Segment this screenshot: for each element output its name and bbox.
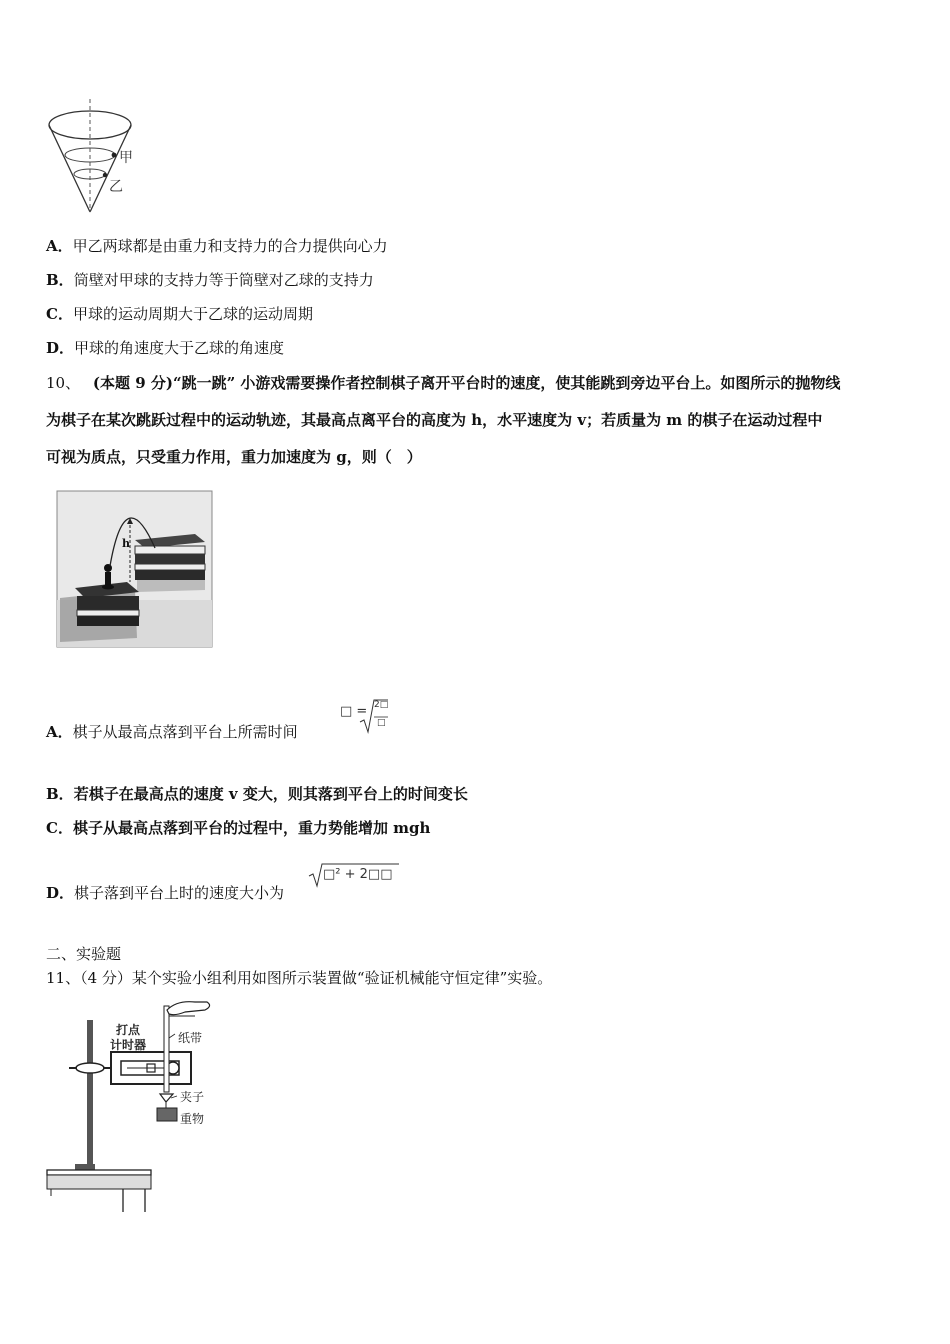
hand-icon: [167, 1002, 210, 1015]
jump-figure-label-h: h: [122, 537, 130, 550]
q9-option-b-letter: B．: [46, 271, 74, 289]
q10-option-d: [46, 883, 284, 903]
cone-label-jia: 甲: [119, 150, 133, 166]
ball-yi: [103, 173, 107, 177]
formula-d-body: □² + 2□□: [323, 867, 393, 882]
q10-option-a: [46, 722, 298, 742]
label-paper-tape: 纸带: [178, 1031, 203, 1045]
q10-option-a-letter: A．: [46, 723, 73, 741]
q9-option-d: [46, 338, 284, 358]
label-clip: 夹子: [180, 1090, 205, 1104]
q10-option-a-formula: [340, 698, 400, 738]
jump-game-diagram: [55, 490, 213, 648]
target-platform: [135, 534, 205, 580]
section-2-title: 二、实验题: [46, 945, 122, 963]
q10-stem-line2: 为棋子在某次跳跃过程中的运动轨迹，其最高点离平台的高度为 h，水平速度为 v；若质量为 m 的棋子在运动过程中: [46, 411, 823, 429]
label-timer-line2: 计时器: [110, 1038, 147, 1052]
q10-option-b: [46, 784, 468, 804]
q10-option-c: [46, 818, 430, 838]
q10-option-b-letter: B．: [46, 785, 74, 803]
label-timer-line1: 打点: [116, 1023, 141, 1037]
jump-game-figure: [55, 490, 213, 648]
q10-option-d-text: 棋子落到平台上时的速度大小为: [74, 884, 285, 902]
formula-a-denominator: □: [377, 718, 386, 728]
table-top: [47, 1170, 151, 1175]
q10-number: 10、: [46, 374, 81, 392]
q9-option-c-text: 甲球的运动周期大于乙球的运动周期: [72, 305, 313, 323]
q9-option-a-text: 甲乙两球都是由重力和支持力的合力提供向心力: [72, 237, 388, 255]
cone-figure: [40, 95, 150, 220]
q11-stem: 11、（4 分）某个实验小组利用如图所示装置做“验证机械能守恒定律”实验。: [46, 969, 553, 987]
paper-tape: [164, 1006, 169, 1092]
q9-option-a-letter: A．: [46, 237, 73, 255]
cone-label-yi: 乙: [109, 179, 123, 195]
q9-option-a: [46, 236, 388, 256]
q9-option-c: [46, 304, 313, 324]
q9-option-d-letter: D．: [46, 339, 75, 357]
q10-option-c-letter: C．: [46, 819, 73, 837]
ball-jia: [112, 153, 117, 158]
q10-stem-line1: [46, 373, 840, 393]
formula-a-lhs: □ =: [340, 704, 368, 719]
q9-option-b: [46, 270, 374, 290]
q10-option-b-text: 若棋子在最高点的速度 v 变大，则其落到平台上的时间变长: [73, 785, 468, 803]
formula-a-numerator: 2□: [374, 700, 389, 710]
q9-option-d-text: 甲球的角速度大于乙球的角速度: [74, 339, 285, 357]
q9-option-b-text: 筒壁对甲球的支持力等于筒壁对乙球的支持力: [73, 271, 374, 289]
cone-diagram: [40, 95, 150, 220]
q10-option-a-text: 棋子从最高点落到平台上所需时间: [72, 723, 298, 741]
q10-stem-line3: 可视为质点，只受重力作用，重力加速度为 g，则（ ）: [46, 448, 422, 466]
q10-option-d-formula: [307, 862, 407, 892]
q10-score: (本题 9 分): [92, 374, 173, 392]
q9-option-c-letter: C．: [46, 305, 73, 323]
weight-block: [157, 1108, 177, 1121]
q10-option-d-letter: D．: [46, 884, 75, 902]
q10-stem-text1: “跳一跳” 小游戏需要操作者控制棋子离开平台时的速度，使其能跳到旁边平台上。如图所示的抛物线: [172, 374, 841, 392]
stand-rod: [87, 1020, 93, 1168]
q10-option-c-text: 棋子从最高点落到平台的过程中，重力势能增加 mgh: [72, 819, 431, 837]
label-weight: 重物: [180, 1112, 205, 1126]
